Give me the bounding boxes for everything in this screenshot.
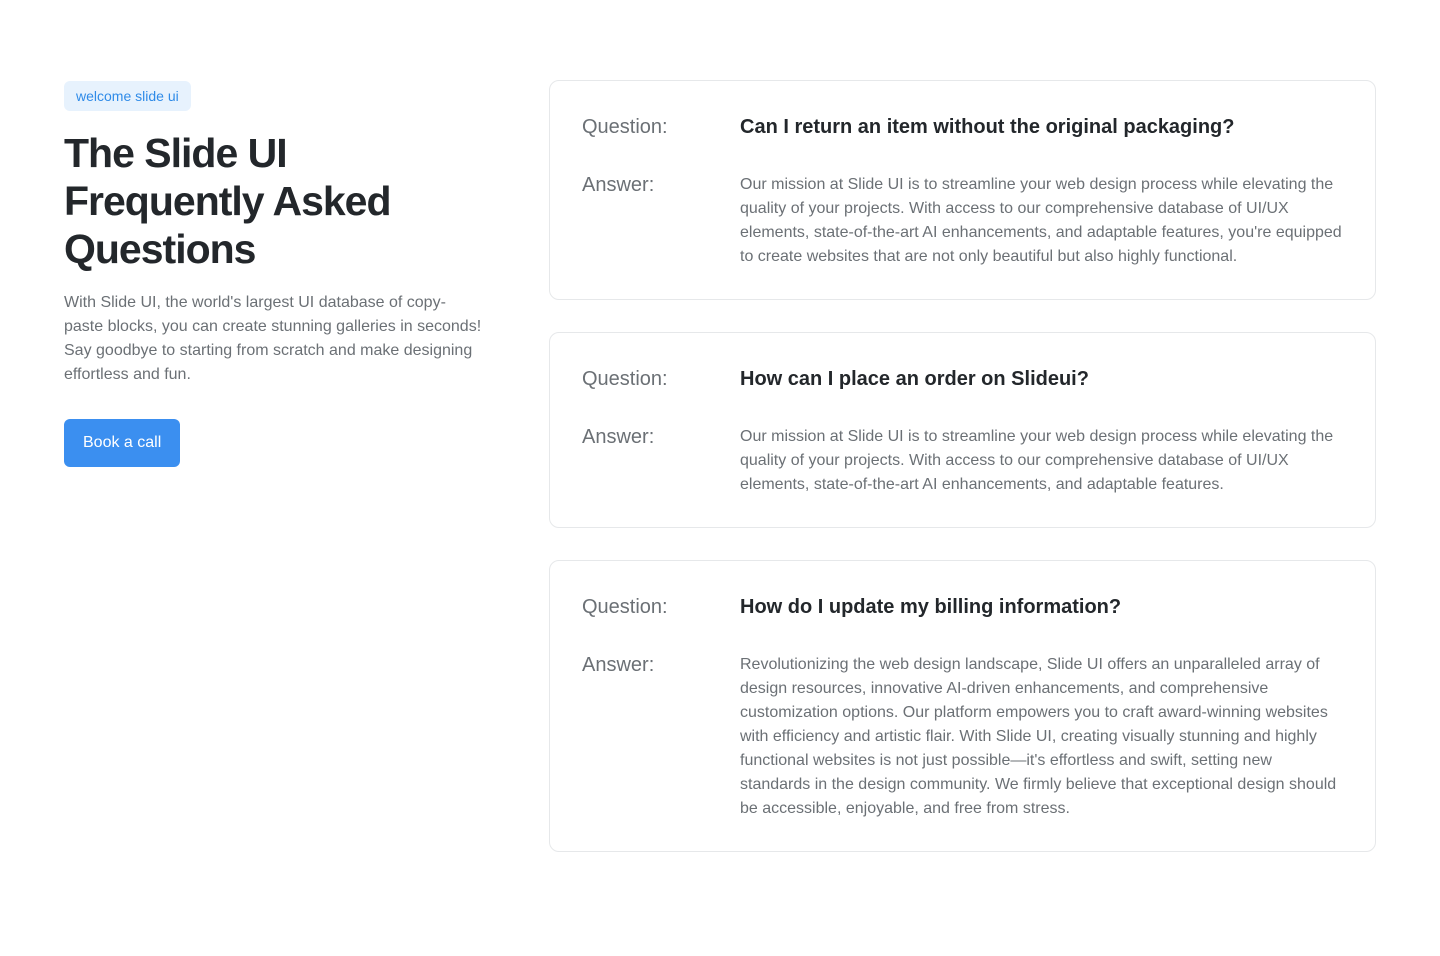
question-row [582, 113, 1343, 141]
faq-question: How can I place an order on Slideui? [740, 368, 1089, 390]
page-title: The Slide UI Frequently Asked Questions [64, 130, 391, 272]
answer-label: Answer: [582, 426, 655, 448]
answer-row [582, 423, 1343, 497]
answer-row [582, 651, 1343, 821]
faq-question: How do I update my billing information? [740, 596, 1122, 618]
faq-card [549, 80, 1376, 300]
question-label: Question: [582, 368, 668, 390]
faq-list [549, 80, 1376, 884]
answer-label: Answer: [582, 654, 655, 676]
hero-section [64, 81, 494, 467]
faq-answer: Revolutionizing the web design landscape, Slide UI offers an unparalleled array of design resources, innovative AI-driven enhancements, and comprehensive customization options. Our platform empowers you to craft award-winning websites with efficiency and artistic flair. With Slide UI, creating visually stunning and highly functional websites is not just possible—it's effortless and swift, setting new standards in the design community. We firmly believe that exceptional design should be accessible, enjoyable, and free from stress. [740, 656, 1337, 817]
faq-answer: Our mission at Slide UI is to streamline your web design process while elevating the quality of your projects. With access to our comprehensive database of UI/UX elements, state-of-the-art AI enhancements, and adaptable features, you're equipped to create websites that are not only beautiful but also highly functional. [740, 176, 1342, 265]
faq-answer: Our mission at Slide UI is to streamline your web design process while elevating the quality of your projects. With access to our comprehensive database of UI/UX elements, state-of-the-art AI enhancements, and adaptable features. [740, 428, 1334, 493]
faq-question: Can I return an item without the original packaging? [740, 116, 1235, 138]
book-call-button[interactable]: Book a call [64, 419, 180, 467]
question-row [582, 365, 1343, 393]
faq-card [549, 332, 1376, 528]
answer-label: Answer: [582, 174, 655, 196]
faq-card [549, 560, 1376, 852]
hero-description: With Slide UI, the world's largest UI database of copy-paste blocks, you can create stunning galleries in seconds! Say goodbye to starting from scratch and make designing effortless and fun. [64, 294, 482, 383]
welcome-badge: welcome slide ui [64, 81, 191, 111]
answer-row [582, 171, 1343, 269]
question-row [582, 593, 1343, 621]
question-label: Question: [582, 596, 668, 618]
question-label: Question: [582, 116, 668, 138]
